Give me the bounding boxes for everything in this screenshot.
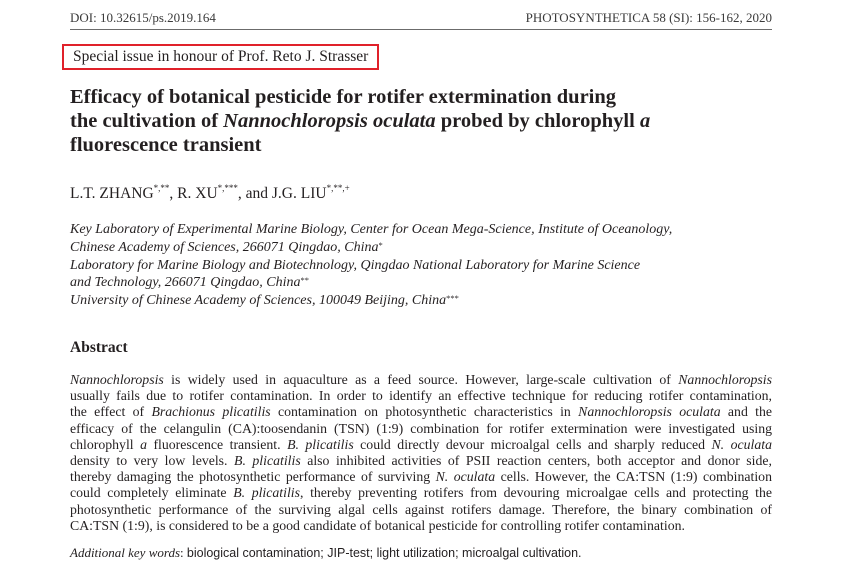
affiliation-marker: *,**,+ xyxy=(326,183,350,193)
affiliations xyxy=(70,221,672,310)
paper-title xyxy=(70,85,790,157)
species-name: B. plicatilis xyxy=(234,453,301,469)
title-text: the cultivation of xyxy=(70,110,224,132)
affiliation-marker: ** xyxy=(300,275,309,286)
title-italic-a: a xyxy=(639,110,651,132)
title-text: probed by chlorophyll xyxy=(435,110,640,132)
abstract-text: cells. However, the CA:TSN (1:9) combination xyxy=(495,469,772,485)
abstract-heading: Abstract xyxy=(70,339,128,356)
abstract-line: usually fails due to rotifer contamination. In order to identify an effective technique for reducing rotifer contamination, xyxy=(70,388,772,404)
keywords-label: Additional key words xyxy=(70,545,181,560)
abstract-line: CA:TSN (1:9), is considered to be a good candidate of botanical pesticide for controlling rotifer contamination. xyxy=(70,517,685,533)
abstract-text: is widely used in aquaculture as a feed source. However, large-scale cultivation of xyxy=(163,372,679,387)
abstract-text: and the xyxy=(720,404,773,420)
title-line-1: Efficacy of botanical pesticide for rotifer extermination during xyxy=(70,86,617,108)
species-name: Nannochloropsis oculata xyxy=(578,404,721,420)
affiliation-line xyxy=(70,274,672,292)
affiliation-marker: * xyxy=(378,239,383,250)
abstract-line xyxy=(70,404,772,420)
affiliation-line: Laboratory for Marine Biology and Biotechnology, Qingdao National Laboratory for Marine Science xyxy=(70,257,641,273)
affiliation-line xyxy=(70,292,672,310)
special-issue-banner xyxy=(62,44,379,70)
abstract-line xyxy=(70,437,772,453)
abstract-text: density to very low levels. xyxy=(70,453,235,469)
keywords xyxy=(70,545,582,561)
author-name: L.T. ZHANG xyxy=(70,185,154,202)
abstract-body xyxy=(70,372,772,534)
author-name: , and J.G. LIU xyxy=(237,185,327,202)
abstract-line xyxy=(70,485,772,501)
abstract-text: thereby damaging the photosynthetic performance of surviving xyxy=(70,469,436,485)
affiliation-marker: *,*** xyxy=(217,183,238,193)
special-issue-text: Special issue in honour of Prof. Reto J. Strasser xyxy=(73,48,369,65)
abstract-line: efficacy of the celangulin (CA):toosendanin (TSN) (1:9) combination for rotifer extermination were investigated using xyxy=(70,420,772,436)
abstract-text: also inhibited activities of PSII reaction centers, both acceptor and donor side, xyxy=(300,453,772,469)
species-name: N. oculata xyxy=(435,469,496,485)
journal-citation: PHOTOSYNTHETICA 58 (SI): 156-162, 2020 xyxy=(525,10,772,25)
affiliation-marker: *** xyxy=(446,293,459,304)
author-name: , R. XU xyxy=(169,185,218,202)
author-list xyxy=(70,185,350,203)
keywords-text: biological contamination; JIP-test; light utilization; microalgal cultivation. xyxy=(186,546,582,560)
abstract-text: the effect of xyxy=(70,404,152,420)
affiliation-text: Chinese Academy of Sciences, 266071 Qingdao, China xyxy=(70,239,379,255)
affiliation-line: Key Laboratory of Experimental Marine Biology, Center for Ocean Mega-Science, Institute of Oceanology, xyxy=(70,222,673,237)
title-line-3: fluorescence transient xyxy=(70,134,262,156)
header-divider xyxy=(70,29,772,30)
title-line-2 xyxy=(70,109,790,133)
species-name: Brachionus plicatilis xyxy=(151,404,271,420)
abstract-line xyxy=(70,372,772,388)
abstract-text: , thereby preventing rotifers from devouring microalgae cells and protecting the xyxy=(299,485,772,501)
abstract-text: fluorescence transient. xyxy=(146,436,288,452)
abstract-text: could directly devour microalgal cells and sharply reduced xyxy=(353,436,712,452)
abstract-text: contamination on photosynthetic characteristics in xyxy=(270,404,579,420)
abstract-line xyxy=(70,469,772,485)
affiliation-marker: *,** xyxy=(153,183,170,193)
abstract-text: could completely eliminate xyxy=(70,485,234,501)
species-name: N. oculata xyxy=(711,436,772,452)
doi-link[interactable]: DOI: 10.32615/ps.2019.164 xyxy=(70,10,216,25)
keywords-colon: : xyxy=(180,545,187,560)
species-name: Nannochloropsis xyxy=(70,372,164,387)
title-species: Nannochloropsis oculata xyxy=(223,110,436,132)
species-name: Nannochloropsis xyxy=(678,372,772,387)
abstract-line xyxy=(70,453,772,469)
abstract-line: photosynthetic performance of the surviving algal cells against rotifers damage. Therefore, the binary combination of xyxy=(70,501,772,517)
affiliation-line xyxy=(70,239,672,257)
abstract-text: chlorophyll xyxy=(70,436,141,452)
italic-a: a xyxy=(140,436,147,452)
affiliation-text: and Technology, 266071 Qingdao, China xyxy=(70,275,301,291)
affiliation-text: University of Chinese Academy of Sciences, 100049 Beijing, China xyxy=(70,293,447,309)
species-name: B. plicatilis xyxy=(233,485,300,501)
species-name: B. plicatilis xyxy=(287,436,354,452)
